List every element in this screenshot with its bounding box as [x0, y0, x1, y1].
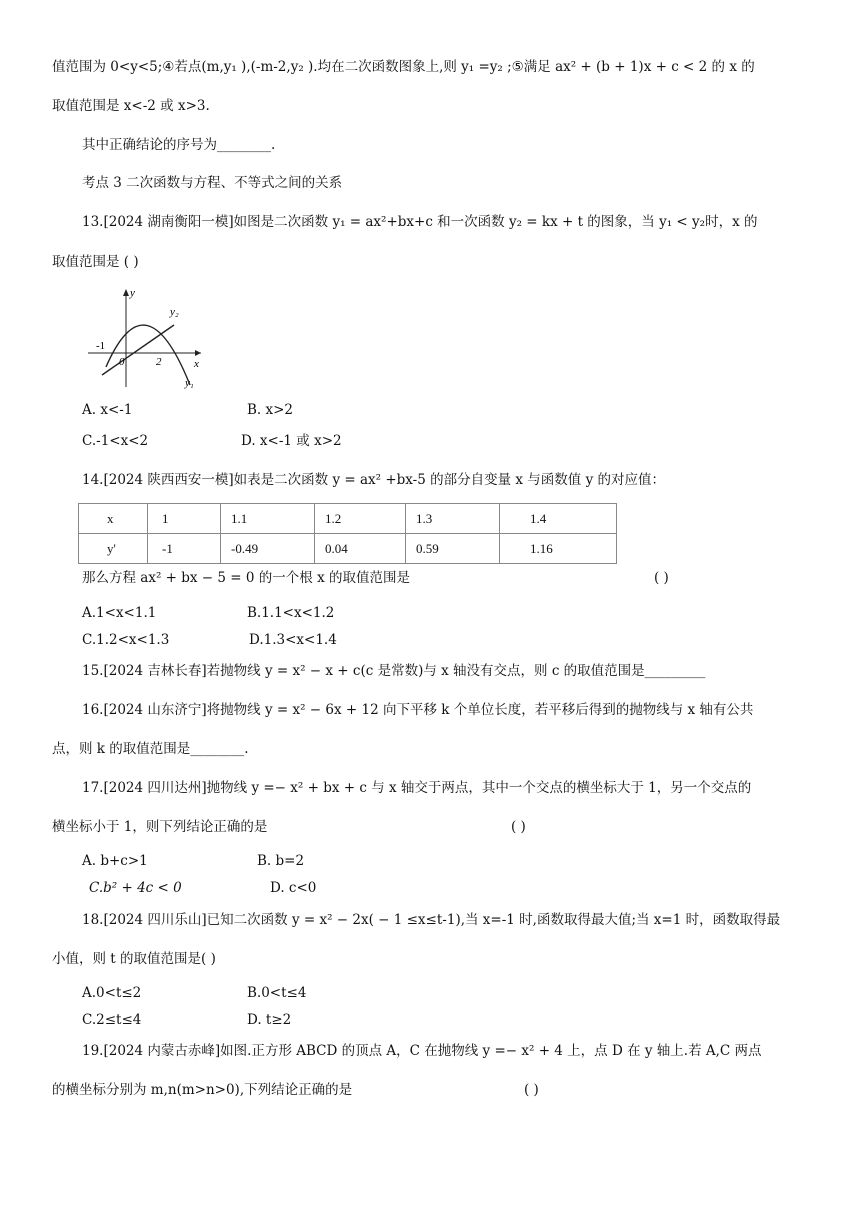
q18-option-d[interactable]: D. t≥2	[247, 1012, 292, 1028]
q14-option-d[interactable]: D.1.3<x<1.4	[249, 632, 337, 648]
q17-stem-cont: 横坐标小于 1，则下列结论正确的是	[52, 819, 268, 835]
table-cell: -0.49	[221, 534, 315, 564]
q18-option-b[interactable]: B.0<t≤4	[247, 985, 307, 1001]
q17-stem: 17.[2024 四川达州]抛物线 y =− x² + bx + c 与 x 轴交于两点，其中一个交点的横坐标大于 1，另一个交点的	[82, 780, 752, 796]
table-cell: 1.2	[315, 504, 406, 534]
origin-label: 0	[119, 356, 125, 368]
q13-option-d[interactable]: D. x<-1 或 x>2	[241, 433, 342, 449]
neg-one-label: -1	[96, 340, 106, 352]
y2-label: y₂	[170, 306, 179, 318]
section-heading: 考点 3 二次函数与方程、不等式之间的关系	[82, 175, 343, 191]
table-cell: 1.16	[500, 534, 617, 564]
q18-stem-cont: 小值，则 t 的取值范围是( )	[52, 951, 216, 967]
q19-answer-paren: ( )	[524, 1082, 539, 1098]
q13-stem-cont: 取值范围是 ( )	[52, 254, 139, 270]
table-cell: 0.59	[406, 534, 500, 564]
table-cell: y'	[79, 534, 148, 564]
q14-value-table	[78, 503, 617, 564]
table-cell: 0.04	[315, 534, 406, 564]
q19-stem-cont: 的横坐标分别为 m,n(m>n>0),下列结论正确的是	[52, 1082, 353, 1098]
q14-option-a[interactable]: A.1<x<1.1	[82, 605, 157, 621]
q17-answer-paren: ( )	[511, 819, 526, 835]
q17-option-a[interactable]: A. b+c>1	[82, 853, 148, 869]
q14-answer-paren: ( )	[654, 570, 669, 586]
table-cell: x	[79, 504, 148, 534]
y1-label: y₁	[185, 377, 194, 389]
q16-stem: 16.[2024 山东济宁]将抛物线 y = x² − 6x + 12 向下平移 k 个单位长度，若平移后得到的抛物线与 x 轴有公共	[82, 702, 754, 718]
y-axis-arrow-icon	[123, 289, 129, 296]
q14-question: 那么方程 ax² + bx − 5 = 0 的一个根 x 的取值范围是	[82, 570, 410, 586]
q13-option-a[interactable]: A. x<-1	[82, 402, 133, 418]
table-cell: -1	[148, 534, 221, 564]
table-cell: 1	[148, 504, 221, 534]
q13-option-c[interactable]: C.-1<x<2	[82, 433, 149, 449]
table-cell: 1.4	[500, 504, 617, 534]
table-row	[79, 534, 617, 564]
text-line-1: 值范围为 0<y<5;④若点(m,y₁ ),(-m-2,y₂ ).均在二次函数图象上,则 y₁ =y₂ ;⑤满足 ax² + (b + 1)x + c < 2 的 x 的	[52, 59, 755, 75]
q18-option-c[interactable]: C.2≤t≤4	[82, 1012, 142, 1028]
q14-stem: 14.[2024 陕西西安一模]如表是二次函数 y = ax² +bx-5 的部分自变量 x 与函数值 y 的对应值：	[82, 472, 666, 488]
q19-stem: 19.[2024 内蒙古赤峰]如图.正方形 ABCD 的顶点 A，C 在抛物线 y =− x² + 4 上，点 D 在 y 轴上.若 A,C 两点	[82, 1043, 762, 1059]
q15-stem: 15.[2024 吉林长春]若抛物线 y = x² − x + c(c 是常数)与 x 轴没有交点，则 c 的取值范围是_________	[82, 663, 706, 679]
table-row	[79, 504, 617, 534]
q14-option-c[interactable]: C.1.2<x<1.3	[82, 632, 170, 648]
q13-stem: 13.[2024 湖南衡阳一模]如图是二次函数 y₁ = ax²+bx+c 和一次函数 y₂ = kx + t 的图象，当 y₁ < y₂时，x 的	[82, 214, 758, 230]
q17-option-b[interactable]: B. b=2	[257, 853, 305, 869]
q17-option-c[interactable]: C.b² + 4c < 0	[89, 880, 182, 896]
answer-blank-line: 其中正确结论的序号为________.	[82, 137, 276, 153]
q16-stem-cont: 点，则 k 的取值范围是________.	[52, 741, 249, 757]
x-axis-arrow-icon	[195, 350, 201, 356]
q14-option-b[interactable]: B.1.1<x<1.2	[247, 605, 335, 621]
table-cell: 1.3	[406, 504, 500, 534]
q13-function-graph	[86, 283, 206, 391]
two-label: 2	[156, 356, 162, 368]
q17-option-d[interactable]: D. c<0	[270, 880, 317, 896]
x-axis-label: x	[194, 358, 199, 370]
line-y2	[102, 325, 174, 375]
text-line-2: 取值范围是 x<-2 或 x>3.	[52, 98, 210, 114]
y-axis-label: y	[130, 287, 135, 299]
table-cell: 1.1	[221, 504, 315, 534]
q18-stem: 18.[2024 四川乐山]已知二次函数 y = x² − 2x( − 1 ≤x≤t-1),当 x=-1 时,函数取得最大值;当 x=1 时，函数取得最	[82, 912, 781, 928]
q13-option-b[interactable]: B. x>2	[247, 402, 294, 418]
q18-option-a[interactable]: A.0<t≤2	[82, 985, 142, 1001]
